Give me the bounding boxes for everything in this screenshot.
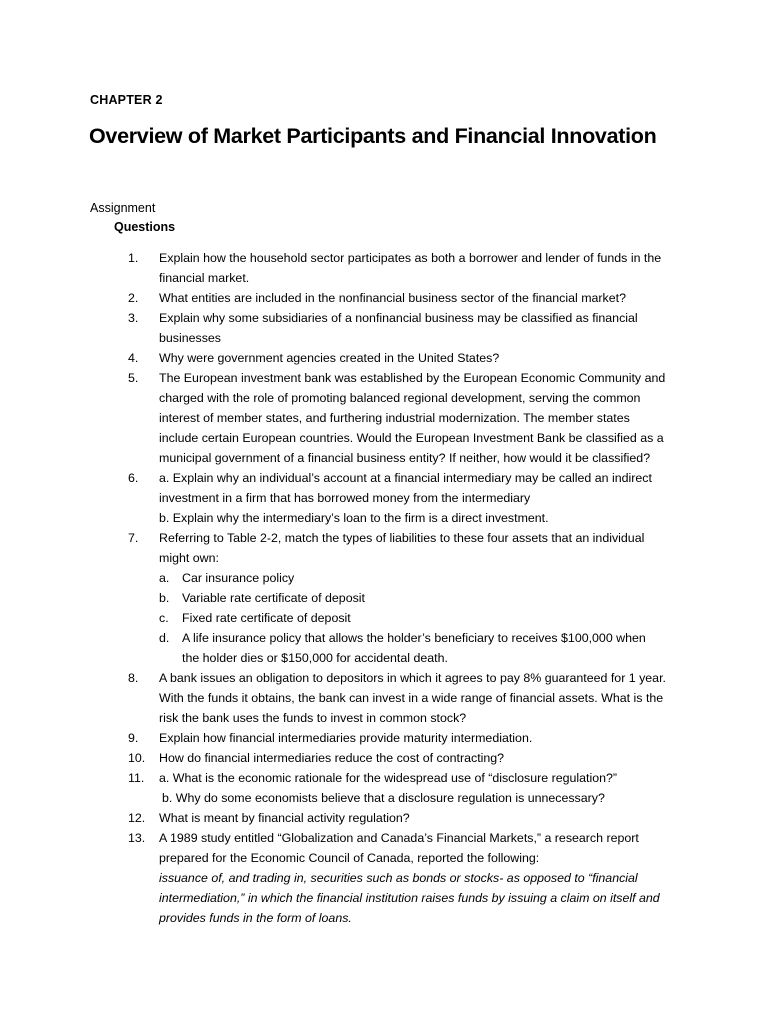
question-text-line: How do financial intermediaries reduce the cost of contracting? <box>159 751 505 765</box>
question-11 <box>128 768 688 808</box>
question-number: 13. <box>128 831 146 845</box>
question-text-line: With the funds it obtains, the bank can invest in a wide range of financial assets. What is the <box>159 691 664 705</box>
question-text-line: Why were government agencies created in the United States? <box>159 351 500 365</box>
item-letter: b. <box>159 591 170 605</box>
question-text-line: The European investment bank was established by the European Economic Community and <box>159 371 666 385</box>
question-number: 2. <box>128 291 139 305</box>
question-number: 9. <box>128 731 139 745</box>
item-letter: d. <box>159 631 170 645</box>
questions-list <box>128 248 688 928</box>
question-13 <box>128 828 688 928</box>
question-number: 4. <box>128 351 139 365</box>
question-number: 11. <box>128 771 145 785</box>
item-text-line: Car insurance policy <box>182 571 295 585</box>
question-7 <box>128 528 688 668</box>
question-text-line: include certain European countries. Would the European Investment Bank be classified as a <box>159 431 664 445</box>
assignment-label: Assignment <box>90 201 156 215</box>
question-number: 5. <box>128 371 139 385</box>
question-text-line: businesses <box>159 331 221 345</box>
question-text-line: What entities are included in the nonfinancial business sector of the financial market? <box>159 291 626 305</box>
question-text-line: financial market. <box>159 271 250 285</box>
question-12 <box>128 808 688 828</box>
item-text-line: the holder dies or $150,000 for accidental death. <box>182 651 448 665</box>
question-text-line: a. Explain why an individual’s account at a financial intermediary may be called an indirect <box>159 471 652 485</box>
item-text-line: Fixed rate certificate of deposit <box>182 611 351 625</box>
quote-line: intermediation,” in which the financial institution raises funds by issuing a claim on itself and <box>159 891 660 905</box>
question-number: 3. <box>128 311 139 325</box>
question-9 <box>128 728 688 748</box>
page-title: Overview of Market Participants and Financial Innovation <box>89 124 657 148</box>
question-text-line: risk the bank uses the funds to invest in common stock? <box>159 711 467 725</box>
question-text-line: investment in a firm that has borrowed money from the intermediary <box>159 491 531 505</box>
question-text-line: What is meant by financial activity regulation? <box>159 811 410 825</box>
question-4 <box>128 348 688 368</box>
question-text-line: b. Why do some economists believe that a disclosure regulation is unnecessary? <box>162 791 605 805</box>
question-text-line: charged with the role of promoting balanced regional development, serving the common <box>159 391 641 405</box>
question-number: 6. <box>128 471 139 485</box>
question-text-line: a. What is the economic rationale for the widespread use of “disclosure regulation?” <box>159 771 618 785</box>
question-text-line: interest of member states, and furthering industrial modernization. The member states <box>159 411 630 425</box>
item-letter: c. <box>159 611 169 625</box>
question-6 <box>128 468 688 528</box>
question-text-line: might own: <box>159 551 219 565</box>
question-text-line: Explain how financial intermediaries provide maturity intermediation. <box>159 731 533 745</box>
question-text-line: b. Explain why the intermediary’s loan to the firm is a direct investment. <box>159 511 549 525</box>
questions-heading: Questions <box>114 220 176 234</box>
item-text-line: Variable rate certificate of deposit <box>182 591 365 605</box>
chapter-label: CHAPTER 2 <box>90 93 163 107</box>
item-text-line: A life insurance policy that allows the holder’s beneficiary to receives $100,000 when <box>182 631 646 645</box>
question-10 <box>128 748 688 768</box>
quote-line: issuance of, and trading in, securities such as bonds or stocks- as opposed to “financial <box>159 871 638 885</box>
question-text-line: Explain why some subsidiaries of a nonfinancial business may be classified as financial <box>159 311 638 325</box>
question-number: 8. <box>128 671 139 685</box>
question-text-line: prepared for the Economic Council of Canada, reported the following: <box>159 851 540 865</box>
question-text-line: A bank issues an obligation to depositors in which it agrees to pay 8% guaranteed for 1 year. <box>159 671 666 685</box>
item-letter: a. <box>159 571 170 585</box>
q7-item-c <box>159 608 688 628</box>
question-number: 7. <box>128 531 139 545</box>
question-text-line: municipal government of a financial business entity? If neither, how would it be classified? <box>159 451 651 465</box>
quote-line: provides funds in the form of loans. <box>159 911 352 925</box>
question-text-line: Explain how the household sector participates as both a borrower and lender of funds in the <box>159 251 662 265</box>
question-1 <box>128 248 688 288</box>
question-8 <box>128 668 688 728</box>
q7-item-b <box>159 588 688 608</box>
question-number: 1. <box>128 251 139 265</box>
question-2 <box>128 288 688 308</box>
question-text-line: Referring to Table 2-2, match the types of liabilities to these four assets that an individual <box>159 531 645 545</box>
question-number: 12. <box>128 811 146 825</box>
q7-item-a <box>159 568 688 588</box>
question-number: 10. <box>128 751 146 765</box>
question-3 <box>128 308 688 348</box>
question-5 <box>128 368 688 468</box>
question-text-line: A 1989 study entitled “Globalization and Canada’s Financial Markets,” a research report <box>159 831 639 845</box>
q7-item-d <box>159 628 688 668</box>
